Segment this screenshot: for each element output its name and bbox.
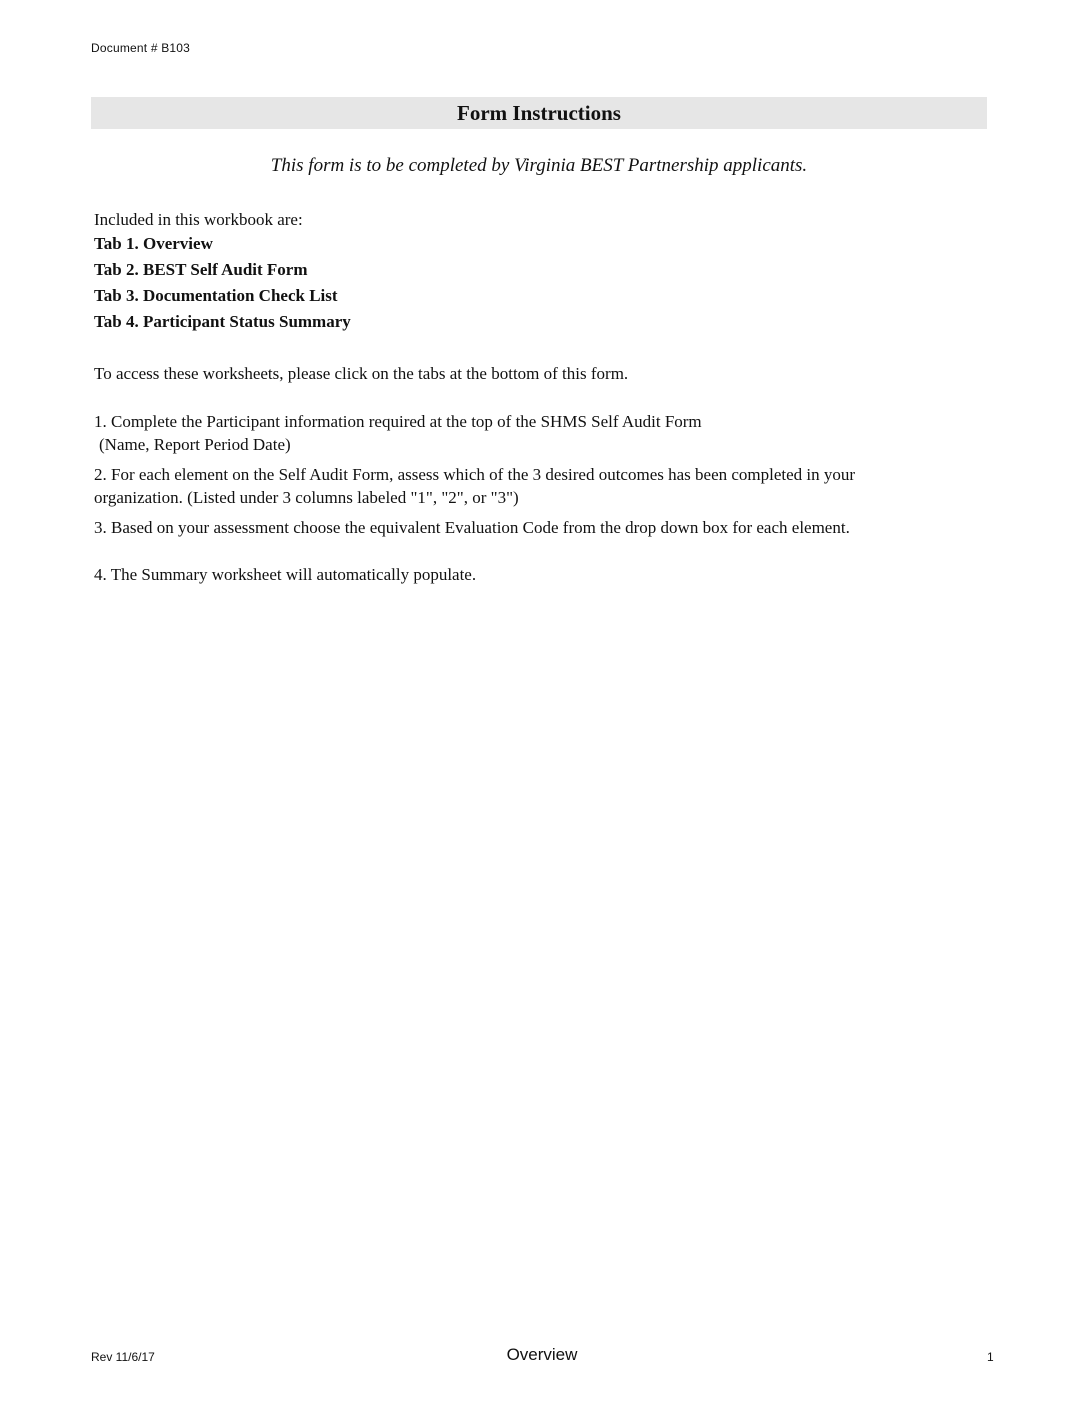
footer-page-number: 1 <box>987 1350 994 1364</box>
document-number: Document # B103 <box>91 41 191 55</box>
footer-revision: Rev 11/6/17 <box>91 1350 155 1364</box>
footer-sheet-name: Overview <box>506 1345 578 1364</box>
step-1-line-2: (Name, Report Period Date) <box>99 435 291 454</box>
access-note: To access these worksheets, please click on the tabs at the bottom of this form. <box>94 364 629 383</box>
workbook-intro: Included in this workbook are: <box>94 210 303 229</box>
steps-list <box>94 410 974 586</box>
tab-list <box>94 231 974 335</box>
tab-list-item-self-audit-form: Tab 2. BEST Self Audit Form <box>94 260 308 279</box>
step-4: 4. The Summary worksheet will automatically populate. <box>94 565 477 584</box>
instructions-body <box>94 208 974 593</box>
tab-list-item-overview: Tab 1. Overview <box>94 234 213 253</box>
step-1-line-1: 1. Complete the Participant information required at the top of the SHMS Self Audit Form <box>94 412 702 431</box>
tab-list-item-documentation-check-list: Tab 3. Documentation Check List <box>94 286 338 305</box>
step-2-line-2: organization. (Listed under 3 columns labeled "1", "2", or "3") <box>94 488 519 507</box>
page-title: Form Instructions <box>457 100 621 125</box>
step-2 <box>94 463 974 509</box>
step-3: 3. Based on your assessment choose the equivalent Evaluation Code from the drop down box for each element. <box>94 518 850 537</box>
title-bar <box>91 97 987 129</box>
step-2-line-1: 2. For each element on the Self Audit Form, assess which of the 3 desired outcomes has been completed in your <box>94 465 856 484</box>
tab-list-item-participant-status-summary: Tab 4. Participant Status Summary <box>94 312 351 331</box>
step-1 <box>94 410 974 456</box>
form-subtitle: This form is to be completed by Virginia BEST Partnership applicants. <box>270 155 808 176</box>
